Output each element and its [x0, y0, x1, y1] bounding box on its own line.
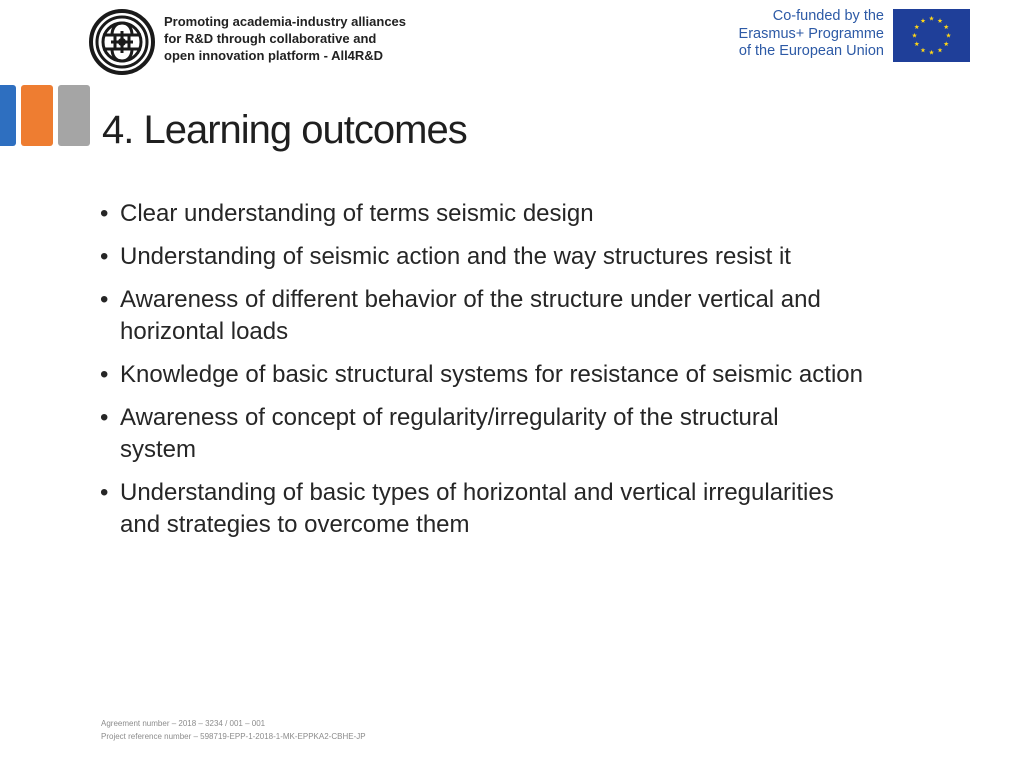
project-name-line: for R&D through collaborative and	[164, 31, 377, 46]
bullet-dot-icon: •	[100, 200, 109, 227]
bullet-text: Understanding of seismic action and the way structures resist it	[120, 243, 791, 270]
bullet-dot-icon: •	[100, 404, 109, 431]
eu-cofunding-line: Co-funded by the	[772, 8, 884, 24]
project-name-line: Promoting academia-industry alliances	[164, 14, 407, 29]
slide-title: 4. Learning outcomes	[102, 108, 467, 152]
bullet-dot-icon: •	[100, 361, 109, 388]
bullet-text: Awareness of different behavior of the structure under vertical and horizontal loads	[120, 286, 821, 345]
footer	[101, 717, 366, 743]
bullet-item	[100, 284, 980, 348]
agreement-number: Agreement number – 2018 – 3234 / 001 – 001	[101, 719, 266, 728]
accent-block-orange	[21, 85, 53, 146]
eu-flag-icon	[893, 9, 970, 62]
project-name-line: open innovation platform - All4R&D	[164, 48, 384, 63]
bullet-dot-icon: •	[100, 479, 109, 506]
bullet-item	[100, 241, 980, 273]
bullet-text: Knowledge of basic structural systems for resistance of seismic action	[120, 361, 863, 388]
bullet-text: Understanding of basic types of horizontal and vertical irregularities and strategies to overcome them	[120, 479, 834, 538]
all4rd-spiral-logo-icon	[89, 9, 155, 75]
project-reference-number: Project reference number – 598719-EPP-1-2018-1-MK-EPPKA2-CBHE-JP	[101, 732, 366, 741]
bullet-text: Awareness of concept of regularity/irregularity of the structural system	[120, 404, 779, 463]
eu-cofunding-line: Erasmus+ Programme	[738, 25, 884, 42]
bullet-item	[100, 477, 980, 541]
accent-block-blue	[0, 85, 16, 146]
eu-cofunding-line: of the European Union	[738, 43, 884, 59]
bullet-text: Clear understanding of terms seismic design	[120, 200, 594, 227]
bullet-item	[100, 402, 980, 466]
bullet-dot-icon: •	[100, 243, 109, 270]
accent-block-gray	[58, 85, 90, 146]
bullet-item	[100, 359, 980, 391]
bullet-list	[100, 198, 980, 552]
bullet-dot-icon: •	[100, 286, 109, 313]
project-name	[164, 13, 406, 64]
eu-cofunding-text	[739, 8, 884, 61]
bullet-item	[100, 198, 980, 230]
